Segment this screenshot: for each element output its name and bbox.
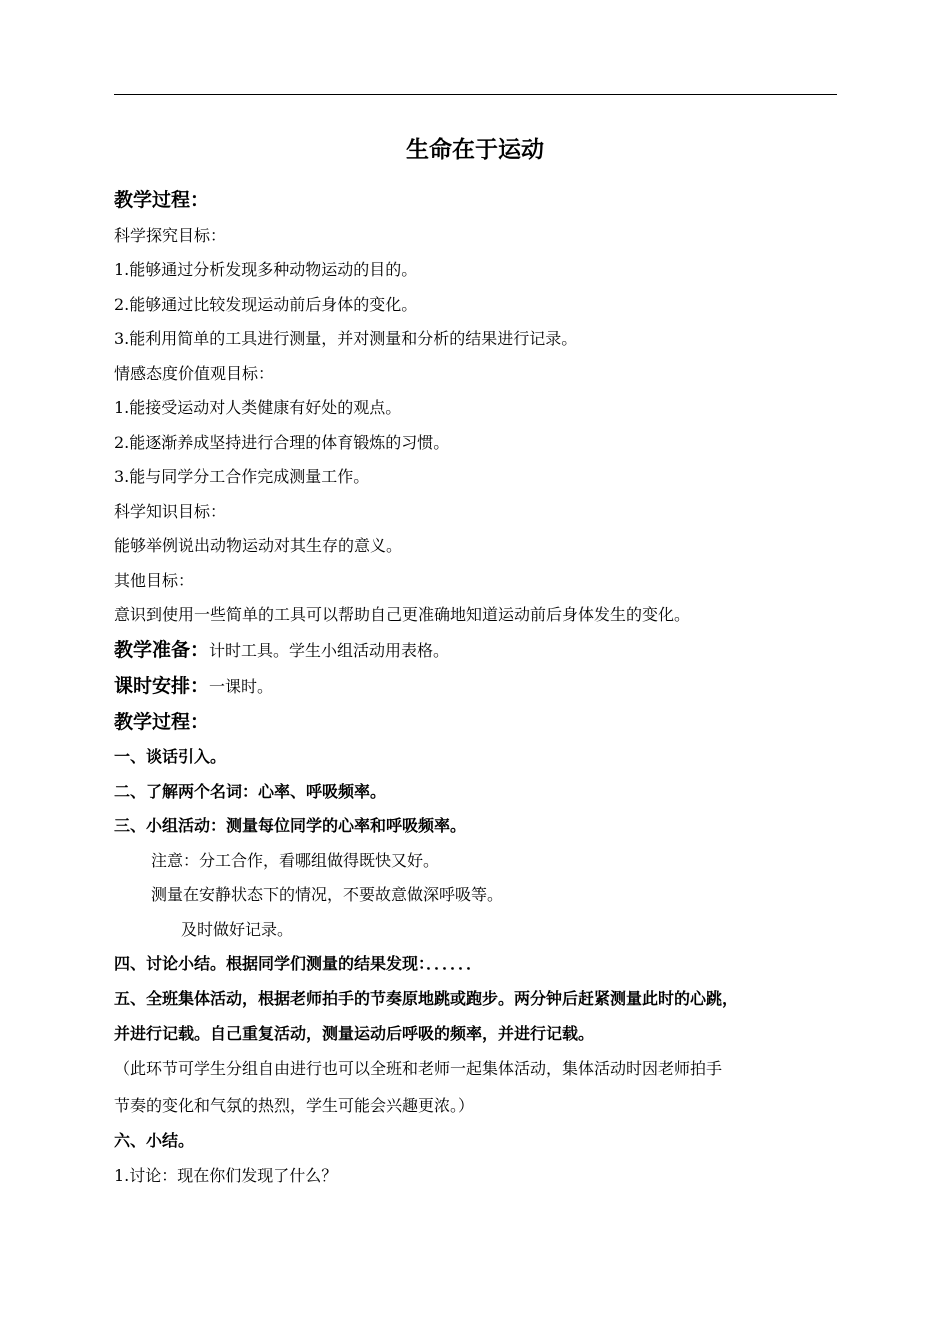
- header-rule: [114, 94, 837, 95]
- emotion-goal-3: 3.能与同学分工合作完成测量工作。: [114, 467, 370, 486]
- knowledge-goals-label: 科学知识目标：: [114, 502, 227, 521]
- class-schedule-label: 课时安排：: [114, 675, 210, 697]
- step-6-item-1: 1.讨论：现在你们发现了什么？: [114, 1166, 338, 1185]
- step-5-line-2: 并进行记载。自己重复活动，测量运动后呼吸的频率，并进行记载。: [114, 1024, 595, 1043]
- class-schedule: [114, 674, 273, 699]
- inquiry-goals-label: 科学探究目标：: [114, 226, 227, 245]
- step-5-note-line-2: 节奏的变化和气氛的热烈，学生可能会兴趣更浓。）: [114, 1096, 475, 1115]
- step-5-note-line-1: （此环节可学生分组自由进行也可以全班和老师一起集体活动，集体活动时因老师拍手: [114, 1059, 723, 1078]
- section-heading-process-2: 教学过程：: [114, 711, 210, 733]
- step-1: 一、谈话引入。: [114, 747, 227, 766]
- teaching-prep: [114, 638, 449, 663]
- inquiry-goal-3: 3.能利用简单的工具进行测量，并对测量和分析的结果进行记录。: [114, 329, 578, 348]
- step-3-note-1: 注意：分工合作，看哪组做得既快又好。: [151, 851, 440, 870]
- step-3: 三、小组活动：测量每位同学的心率和呼吸频率。: [114, 816, 467, 835]
- step-3-note-2: 测量在安静状态下的情况，不要故意做深呼吸等。: [151, 885, 504, 904]
- step-4: 四、讨论小结。根据同学们测量的结果发现：．．．．．．: [114, 954, 483, 973]
- step-5-line-1: 五、全班集体活动，根据老师拍手的节奏原地跳或跑步。两分钟后赶紧测量此时的心跳，: [114, 989, 739, 1008]
- step-3-note-3: 及时做好记录。: [181, 920, 294, 939]
- other-goals-label: 其他目标：: [114, 571, 195, 590]
- teaching-prep-value: 计时工具。学生小组活动用表格。: [209, 641, 450, 660]
- knowledge-goal-item: 能够举例说出动物运动对其生存的意义。: [114, 536, 403, 555]
- step-2: 二、了解两个名词：心率、呼吸频率。: [114, 782, 387, 801]
- inquiry-goal-2: 2.能够通过比较发现运动前后身体的变化。: [114, 295, 418, 314]
- emotion-goal-2: 2.能逐渐养成坚持进行合理的体育锻炼的习惯。: [114, 433, 450, 452]
- class-schedule-value: 一课时。: [209, 677, 274, 696]
- section-heading-process: 教学过程：: [114, 189, 210, 211]
- step-6: 六、小结。: [114, 1131, 195, 1150]
- page-title: 生命在于运动: [406, 137, 544, 163]
- other-goal-item: 意识到使用一些简单的工具可以帮助自己更准确地知道运动前后身体发生的变化。: [114, 605, 691, 624]
- teaching-prep-label: 教学准备：: [114, 639, 210, 661]
- emotion-goals-label: 情感态度价值观目标：: [114, 364, 275, 383]
- inquiry-goal-1: 1.能够通过分析发现多种动物运动的目的。: [114, 260, 418, 279]
- emotion-goal-1: 1.能接受运动对人类健康有好处的观点。: [114, 398, 402, 417]
